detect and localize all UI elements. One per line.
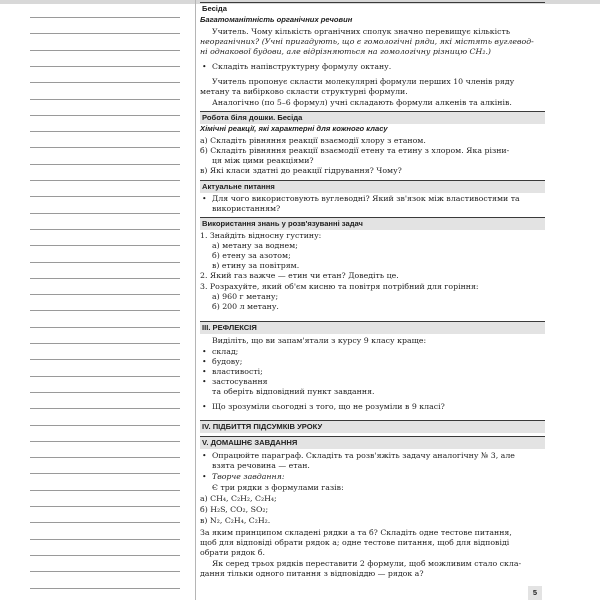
note-rule-line [30, 425, 180, 426]
note-rule-line [30, 441, 180, 442]
text-line: дання тільки одного питання з відповіддю — рядок а? [200, 569, 424, 578]
note-rule-line [30, 180, 180, 181]
note-rule-line [30, 457, 180, 458]
bullet-icon: • [202, 451, 207, 460]
bullet-icon: • [202, 357, 207, 366]
note-rule-line [30, 17, 180, 18]
list-item: застосування [212, 377, 268, 386]
note-rule-line [30, 376, 180, 377]
text-line: Як серед трьох рядків переставити 2 формули, щоб можливим стало скла- [212, 559, 522, 568]
text-line: щоб для відповіді обрати рядок а; одне тестове питання, щоб для відповіді [200, 538, 510, 547]
note-rule-line [30, 490, 180, 491]
section-heading-actual-question: Актуальне питання [200, 180, 545, 193]
list-item: 1. Знайдіть відносну густину: [200, 231, 322, 240]
list-item: склад; [212, 347, 239, 356]
text-line: обрати рядок б. [200, 548, 265, 557]
text-line: Для чого використовують вуглеводні? Який зв'язок між властивостями та [212, 194, 520, 203]
text-line: використанням? [212, 204, 281, 213]
bullet-icon: • [202, 377, 207, 386]
page-number: 5 [528, 586, 542, 600]
notes-column [30, 8, 180, 600]
note-rule-line [30, 213, 180, 214]
note-rule-line [30, 555, 180, 556]
note-rule-line [30, 343, 180, 344]
note-rule-line [30, 50, 180, 51]
note-rule-line [30, 99, 180, 100]
section-subheading: Хімічні реакції, які характерні для кожного класу [200, 124, 388, 133]
note-rule-line [30, 506, 180, 507]
list-item: а) Складіть рівняння реакції взаємодії хлору з етаном. [200, 136, 426, 145]
note-rule-line [30, 245, 180, 246]
note-rule-line [30, 294, 180, 295]
note-rule-line [30, 82, 180, 83]
formula-row: а) CH₄, C₂H₂, C₂H₄; [200, 494, 277, 503]
list-item: властивості; [212, 367, 263, 376]
formula-row: в) N₂, C₂H₄, C₂H₂. [200, 516, 271, 525]
note-rule-line [30, 473, 180, 474]
note-rule-line [30, 310, 180, 311]
bullet-icon: • [202, 402, 207, 411]
note-rule-line [30, 588, 180, 589]
section-heading-summary: IV. ПІДБИТТЯ ПІДСУМКІВ УРОКУ [200, 420, 545, 433]
note-rule-line [30, 278, 180, 279]
list-item: будову; [212, 357, 243, 366]
list-item: б) Складіть рівняння реакції взаємодії етену та етину з хлором. Яка різни- [200, 146, 510, 155]
note-rule-line [30, 164, 180, 165]
text-line: та оберіть відповідний пункт завдання. [212, 387, 375, 396]
note-rule-line [30, 147, 180, 148]
text-line: Аналогічно (по 5–6 формул) учні складають формули алкенів та алкінів. [212, 98, 512, 107]
note-rule-line [30, 229, 180, 230]
list-item: б) етену за азотом; [212, 251, 291, 260]
section-subheading: Багатоманітність органічних речовин [200, 15, 353, 24]
main-column [200, 0, 545, 600]
note-rule-line [30, 66, 180, 67]
list-item: б) 200 л метану. [212, 302, 279, 311]
formula-row: б) H₂S, CO₂, SO₂; [200, 505, 269, 514]
bullet-icon: • [202, 194, 207, 203]
text-line: Творче завдання: [212, 472, 285, 481]
text-line: Учитель. Чому кількість органічних сполук значно перевищує кількість [212, 27, 511, 36]
note-rule-line [30, 539, 180, 540]
note-rule-line [30, 392, 180, 393]
note-rule-line [30, 571, 180, 572]
section-heading-tasks: Використання знань у розв'язуванні задач [200, 217, 545, 230]
list-item: ця між цими реакціями? [212, 156, 314, 165]
text-line: Виділіть, що ви запам'ятали з курсу 9 класу краще: [212, 336, 427, 345]
note-rule-line [30, 408, 180, 409]
section-heading-conversation: Бесіда [200, 2, 545, 15]
list-item: а) метану за воднем; [212, 241, 298, 250]
bullet-icon: • [202, 367, 207, 376]
text-line: Складіть напівструктурну формулу октану. [212, 62, 392, 71]
section-heading-homework: V. ДОМАШНЄ ЗАВДАННЯ [200, 436, 545, 449]
note-rule-line [30, 522, 180, 523]
note-rule-line [30, 115, 180, 116]
note-rule-line [30, 262, 180, 263]
bullet-icon: • [202, 62, 207, 71]
text-line: За яким принципом складені рядки а та б? Складіть одне тестове питання, [200, 528, 512, 537]
note-rule-line [30, 359, 180, 360]
text-line: Опрацюйте параграф. Складіть та розв'яжіть задачу аналогічну № 3, але [212, 451, 515, 460]
bullet-icon: • [202, 472, 207, 481]
text-line: Є три рядки з формулами газів: [212, 483, 344, 492]
section-heading-reflection: III. РЕФЛЕКСІЯ [200, 321, 545, 334]
text-line: метану та вибірково скласти структурні формули. [200, 87, 408, 96]
column-divider [195, 0, 196, 600]
section-heading-board-work: Робота біля дошки. Бесіда [200, 111, 545, 124]
list-item: 3. Розрахуйте, який об'єм кисню та повітря потрібний для горіння: [200, 282, 479, 291]
bullet-icon: • [202, 347, 207, 356]
text-line: Учитель пропонує скласти молекулярні формули перших 10 членів ряду [212, 77, 515, 86]
text-line: неорганічних? (Учні пригадують, що є гомологічні ряди, які містять вуглевод- [200, 37, 534, 46]
note-rule-line [30, 33, 180, 34]
list-item: в) Які класи здатні до реакції гідрування? Чому? [200, 166, 402, 175]
text-line: ні однакової будови, але відрізняються на гомологічну різницю CH₂.) [200, 47, 491, 56]
list-item: а) 960 г метану; [212, 292, 279, 301]
list-item: в) етину за повітрям. [212, 261, 300, 270]
note-rule-line [30, 327, 180, 328]
note-rule-line [30, 196, 180, 197]
text-line: взята речовина — етан. [212, 461, 310, 470]
note-rule-line [30, 131, 180, 132]
list-item: 2. Який газ важче — етин чи етан? Доведіть це. [200, 271, 399, 280]
text-line: Що зрозуміли сьогодні з того, що не розуміли в 9 класі? [212, 402, 445, 411]
